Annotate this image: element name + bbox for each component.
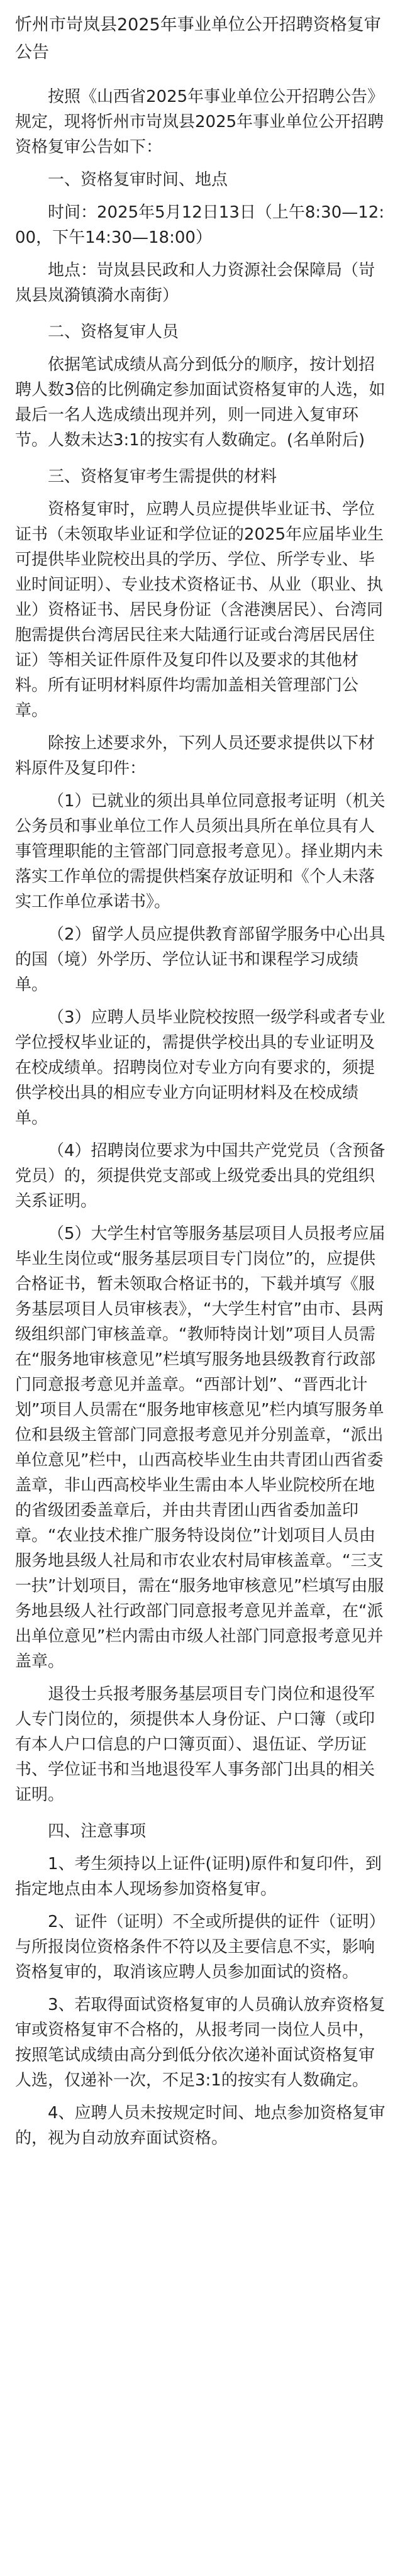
materials-item-2: （2）留学人员应提供教育部留学服务中心出具的国（境）外学历、学位认证书和课程学习成绩单。: [15, 925, 386, 994]
section-heading-time-place: 一、资格复审时间、地点: [48, 170, 228, 189]
candidates-paragraph: 依据笔试成绩从高分到低分的顺序，按计划招聘人数3倍的比例确定参加面试资格复审的人选，如最后一名人选成绩出现并列，则一同进入复审环节。人数未达3:1的按实有人数确定。(名单附后): [15, 355, 386, 450]
materials-item-1: （1）已就业的须出具单位同意报考证明（机关公务员和事业单位工作人员须出具所在单位具有人事管理职能的主管部门同意报考意见）。择业期内未落实工作单位的需提供档案存放证明和《个人未落实工作单位承诺书》。: [15, 792, 386, 911]
review-time-text: 时间：2025年5月12日13日（上午8:30—12:00，下午14:30—18:00）: [15, 203, 385, 247]
review-place-text: 地点：岢岚县民政和人力资源社会保障局（岢岚县岚漪镇漪水南街）: [15, 261, 375, 305]
section-heading-candidates: 二、资格复审人员: [48, 323, 179, 341]
note-item-1: 1、考生须持以上证件(证明)原件和复印件，到指定地点由本人现场参加资格复审。: [15, 1855, 382, 1899]
note-item-4: 4、应聘人员未按规定时间、地点参加资格复审的，视为自动放弃面试资格。: [15, 2104, 386, 2148]
note-item-3: 3、若取得面试资格复审的人员确认放弃资格复审或资格复审不合格的，从报考同一岗位人员中，按照笔试成绩由高分到低分依次递补面试资格复审人选，仅递补一次，不足3:1的按实有人数确定。: [15, 1996, 386, 2090]
page-title: 忻州市岢岚县2025年事业单位公开招聘资格复审公告: [15, 15, 381, 62]
section-heading-notes: 四、注意事项: [48, 1822, 147, 1841]
section-heading-materials: 三、资格复审考生需提供的材料: [48, 467, 277, 486]
materials-item-5: （5）大学生村官等服务基层项目人员报考应届毕业生岗位或“服务基层项目专门岗位”的，应提供合格证书，暂未领取合格证书的，下载并填写《服务基层项目人员审核表》，“大学生村官”由市、县两级组织部门审核盖章。“教师特岗计划”项目人员需在“服务地审核意见”栏填写服务地县级教育行政部门同意报考意见并盖章。“西部计划”、“晋西北计划”项目人员需在“服务地审核意见”栏内填写服务单位和县级主管部门同意报考意见并分别盖章，“派出单位意见”栏中，山西高校毕业生由共青团山西省委盖章，非山西高校毕业生需由本人毕业院校所在地的省级团委盖章后，并由共青团山西省委加盖印章。“农业技术推广服务特设岗位”计划项目人员由服务地县级人社局和市农业农村局审核盖章。“三支一扶”计划项目，需在“服务地审核意见”栏填写由服务地县级人社行政部门同意报考意见并盖章，在“派出单位意见”栏内需由市级人社部门同意报考意见并盖章。: [15, 1224, 386, 1671]
intro-paragraph: 按照《山西省2025年事业单位公开招聘公告》规定，现将忻州市岢岚县2025年事业单位公开招聘资格复审公告如下：: [15, 87, 384, 157]
materials-item-3: （3）应聘人员毕业院校按照一级学科或者专业学位授权毕业证的，需提供学校出具的专业证明及在校成绩单。招聘岗位对专业方向有要求的，须提供学校出具的相应专业方向证明材料及在校成绩单。: [15, 1008, 386, 1128]
materials-item-4: （4）招聘岗位要求为中国共产党党员（含预备党员）的，须提供党支部或上级党委出具的党组织关系证明。: [15, 1141, 386, 1211]
veterans-paragraph: 退役士兵报考服务基层项目专门岗位和退役军人专门岗位的，须提供本人身份证、户口簿（或印有本人户口信息的户口簿页面）、退伍证、学历证书、学位证书和当地退役军人事务部门出具的相关证明。: [15, 1685, 375, 1804]
materials-paragraph: 资格复审时，应聘人员应提供毕业证书、学位证书（未领取毕业证和学位证的2025年应届毕业生可提供毕业院校出具的学历、学位、所学专业、毕业时间证明）、专业技术资格证书、从业（职业、执业）资格证书、居民身份证（含港澳居民）、台湾同胞需提供台湾居民往来大陆通行证或台湾居民居住证）等相关证件原件及复印件以及要求的其他材料。所有证明材料原件均需加盖相关管理部门公章。: [15, 500, 384, 720]
note-item-2: 2、证件（证明）不全或所提供的证件（证明）与所报岗位资格条件不符以及主要信息不实，影响资格复审的，取消该应聘人员参加面试的资格。: [15, 1913, 386, 1982]
additional-materials-intro: 除按上述要求外，下列人员还要求提供以下材料原件及复印件：: [15, 734, 375, 778]
